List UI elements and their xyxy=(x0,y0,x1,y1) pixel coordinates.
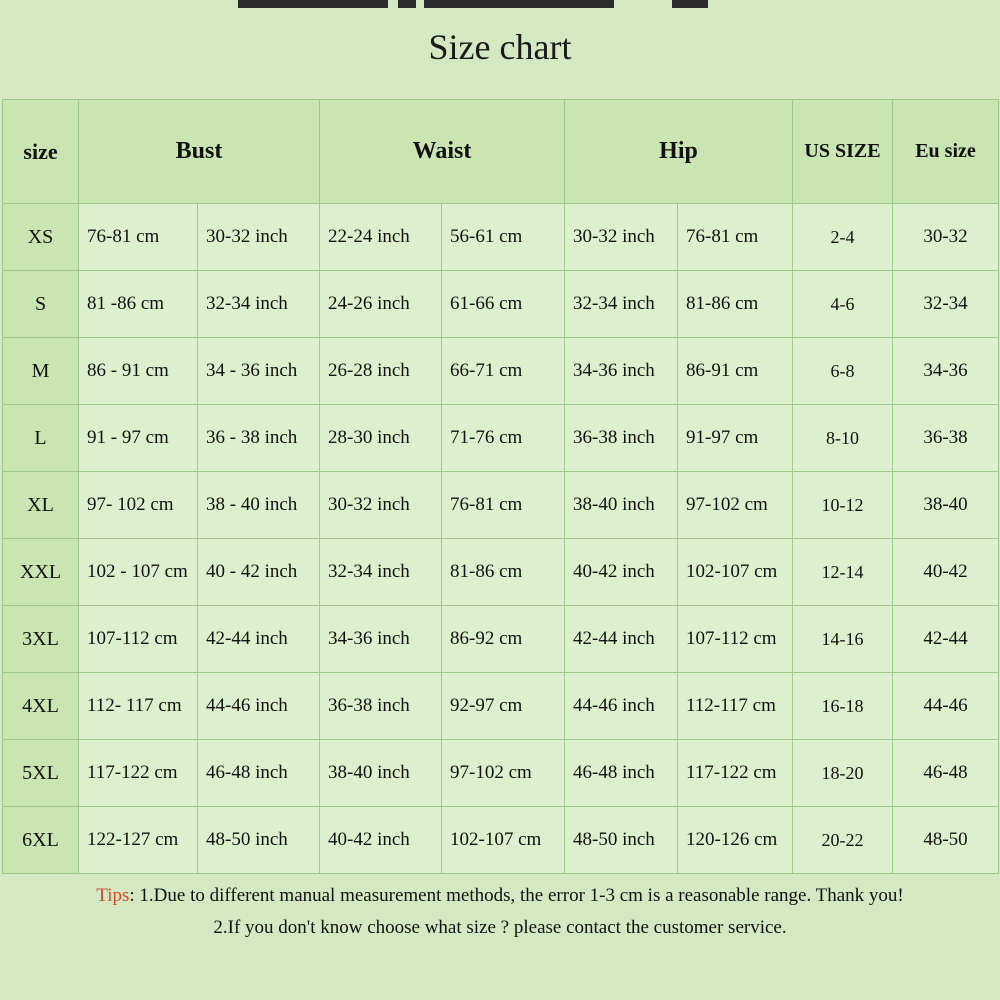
cell-waist-cm: 81-86 cm xyxy=(442,539,565,606)
cell-us-size: 10-12 xyxy=(793,472,893,539)
cell-waist-cm: 92-97 cm xyxy=(442,673,565,740)
cell-bust-cm: 76-81 cm xyxy=(79,204,198,271)
cell-size: XS xyxy=(3,204,79,271)
table-row xyxy=(3,271,999,338)
cell-bust-inch: 30-32 inch xyxy=(198,204,320,271)
cell-waist-cm: 97-102 cm xyxy=(442,740,565,807)
cell-hip-cm: 102-107 cm xyxy=(678,539,793,606)
cell-bust-cm: 122-127 cm xyxy=(79,807,198,874)
table-row xyxy=(3,405,999,472)
cell-bust-inch: 32-34 inch xyxy=(198,271,320,338)
cell-us-size: 18-20 xyxy=(793,740,893,807)
top-strip-segment xyxy=(672,0,708,8)
cell-bust-inch: 34 - 36 inch xyxy=(198,338,320,405)
cell-hip-inch: 30-32 inch xyxy=(565,204,678,271)
cell-size: 4XL xyxy=(3,673,79,740)
cell-hip-inch: 34-36 inch xyxy=(565,338,678,405)
table-row xyxy=(3,807,999,874)
cell-size: XL xyxy=(3,472,79,539)
cell-us-size: 6-8 xyxy=(793,338,893,405)
cell-waist-cm: 71-76 cm xyxy=(442,405,565,472)
cell-hip-cm: 97-102 cm xyxy=(678,472,793,539)
cell-hip-inch: 46-48 inch xyxy=(565,740,678,807)
cell-waist-cm: 76-81 cm xyxy=(442,472,565,539)
cell-hip-inch: 38-40 inch xyxy=(565,472,678,539)
cell-bust-inch: 42-44 inch xyxy=(198,606,320,673)
cell-waist-inch: 28-30 inch xyxy=(320,405,442,472)
cell-hip-cm: 91-97 cm xyxy=(678,405,793,472)
cell-hip-cm: 86-91 cm xyxy=(678,338,793,405)
cell-bust-inch: 36 - 38 inch xyxy=(198,405,320,472)
cell-eu-size: 46-48 xyxy=(893,740,999,807)
cell-waist-cm: 56-61 cm xyxy=(442,204,565,271)
cell-waist-cm: 86-92 cm xyxy=(442,606,565,673)
cell-us-size: 4-6 xyxy=(793,271,893,338)
tips-line-1: : 1.Due to different manual measurement methods, the error 1-3 cm is a reasonable range. Thank you! xyxy=(129,885,904,906)
cell-eu-size: 42-44 xyxy=(893,606,999,673)
cell-bust-inch: 48-50 inch xyxy=(198,807,320,874)
table-row xyxy=(3,338,999,405)
cell-hip-cm: 112-117 cm xyxy=(678,673,793,740)
cell-eu-size: 48-50 xyxy=(893,807,999,874)
cell-hip-inch: 36-38 inch xyxy=(565,405,678,472)
cell-us-size: 2-4 xyxy=(793,204,893,271)
table-row xyxy=(3,740,999,807)
cell-bust-inch: 38 - 40 inch xyxy=(198,472,320,539)
cell-hip-inch: 44-46 inch xyxy=(565,673,678,740)
cell-bust-inch: 46-48 inch xyxy=(198,740,320,807)
cell-waist-inch: 36-38 inch xyxy=(320,673,442,740)
cell-us-size: 8-10 xyxy=(793,405,893,472)
cell-size: L xyxy=(3,405,79,472)
cell-us-size: 14-16 xyxy=(793,606,893,673)
cell-waist-inch: 26-28 inch xyxy=(320,338,442,405)
cell-waist-cm: 66-71 cm xyxy=(442,338,565,405)
cell-waist-inch: 24-26 inch xyxy=(320,271,442,338)
top-edge-strip xyxy=(0,0,1000,8)
cell-waist-inch: 30-32 inch xyxy=(320,472,442,539)
cell-eu-size: 38-40 xyxy=(893,472,999,539)
cell-waist-inch: 40-42 inch xyxy=(320,807,442,874)
cell-waist-cm: 61-66 cm xyxy=(442,271,565,338)
size-chart-table xyxy=(2,99,999,874)
cell-eu-size: 40-42 xyxy=(893,539,999,606)
cell-hip-cm: 76-81 cm xyxy=(678,204,793,271)
top-strip-segment xyxy=(424,0,614,8)
table-header-row xyxy=(3,100,999,204)
table-row xyxy=(3,204,999,271)
table-body xyxy=(3,204,999,874)
table-row xyxy=(3,472,999,539)
cell-hip-cm: 120-126 cm xyxy=(678,807,793,874)
cell-hip-cm: 117-122 cm xyxy=(678,740,793,807)
cell-bust-cm: 107-112 cm xyxy=(79,606,198,673)
cell-bust-cm: 102 - 107 cm xyxy=(79,539,198,606)
table-row xyxy=(3,606,999,673)
cell-eu-size: 44-46 xyxy=(893,673,999,740)
cell-bust-inch: 40 - 42 inch xyxy=(198,539,320,606)
top-strip-segment xyxy=(238,0,388,8)
cell-eu-size: 34-36 xyxy=(893,338,999,405)
cell-bust-cm: 112- 117 cm xyxy=(79,673,198,740)
cell-us-size: 16-18 xyxy=(793,673,893,740)
tips-block xyxy=(0,880,1000,944)
cell-size: 3XL xyxy=(3,606,79,673)
top-strip-segment xyxy=(398,0,416,8)
cell-hip-inch: 42-44 inch xyxy=(565,606,678,673)
cell-waist-cm: 102-107 cm xyxy=(442,807,565,874)
cell-hip-inch: 40-42 inch xyxy=(565,539,678,606)
tips-line-2: 2.If you don't know choose what size ? please contact the customer service. xyxy=(213,917,787,938)
cell-hip-cm: 81-86 cm xyxy=(678,271,793,338)
cell-size: S xyxy=(3,271,79,338)
cell-bust-inch: 44-46 inch xyxy=(198,673,320,740)
cell-waist-inch: 38-40 inch xyxy=(320,740,442,807)
column-header-eu-size: Eu size xyxy=(893,100,999,204)
cell-bust-cm: 97- 102 cm xyxy=(79,472,198,539)
column-header-bust: Bust xyxy=(79,100,320,204)
cell-eu-size: 32-34 xyxy=(893,271,999,338)
cell-us-size: 20-22 xyxy=(793,807,893,874)
cell-waist-inch: 34-36 inch xyxy=(320,606,442,673)
cell-eu-size: 36-38 xyxy=(893,405,999,472)
cell-size: 6XL xyxy=(3,807,79,874)
cell-bust-cm: 86 - 91 cm xyxy=(79,338,198,405)
cell-waist-inch: 32-34 inch xyxy=(320,539,442,606)
table-row xyxy=(3,673,999,740)
cell-us-size: 12-14 xyxy=(793,539,893,606)
table-row xyxy=(3,539,999,606)
cell-size: M xyxy=(3,338,79,405)
cell-hip-cm: 107-112 cm xyxy=(678,606,793,673)
cell-bust-cm: 91 - 97 cm xyxy=(79,405,198,472)
column-header-size: size xyxy=(3,100,79,204)
cell-size: 5XL xyxy=(3,740,79,807)
table-header xyxy=(3,100,999,204)
column-header-us-size: US SIZE xyxy=(793,100,893,204)
column-header-waist: Waist xyxy=(320,100,565,204)
column-header-hip: Hip xyxy=(565,100,793,204)
cell-bust-cm: 81 -86 cm xyxy=(79,271,198,338)
cell-eu-size: 30-32 xyxy=(893,204,999,271)
tips-label: Tips xyxy=(96,885,130,906)
cell-waist-inch: 22-24 inch xyxy=(320,204,442,271)
page-title: Size chart xyxy=(428,27,572,67)
cell-hip-inch: 48-50 inch xyxy=(565,807,678,874)
cell-hip-inch: 32-34 inch xyxy=(565,271,678,338)
cell-bust-cm: 117-122 cm xyxy=(79,740,198,807)
cell-size: XXL xyxy=(3,539,79,606)
